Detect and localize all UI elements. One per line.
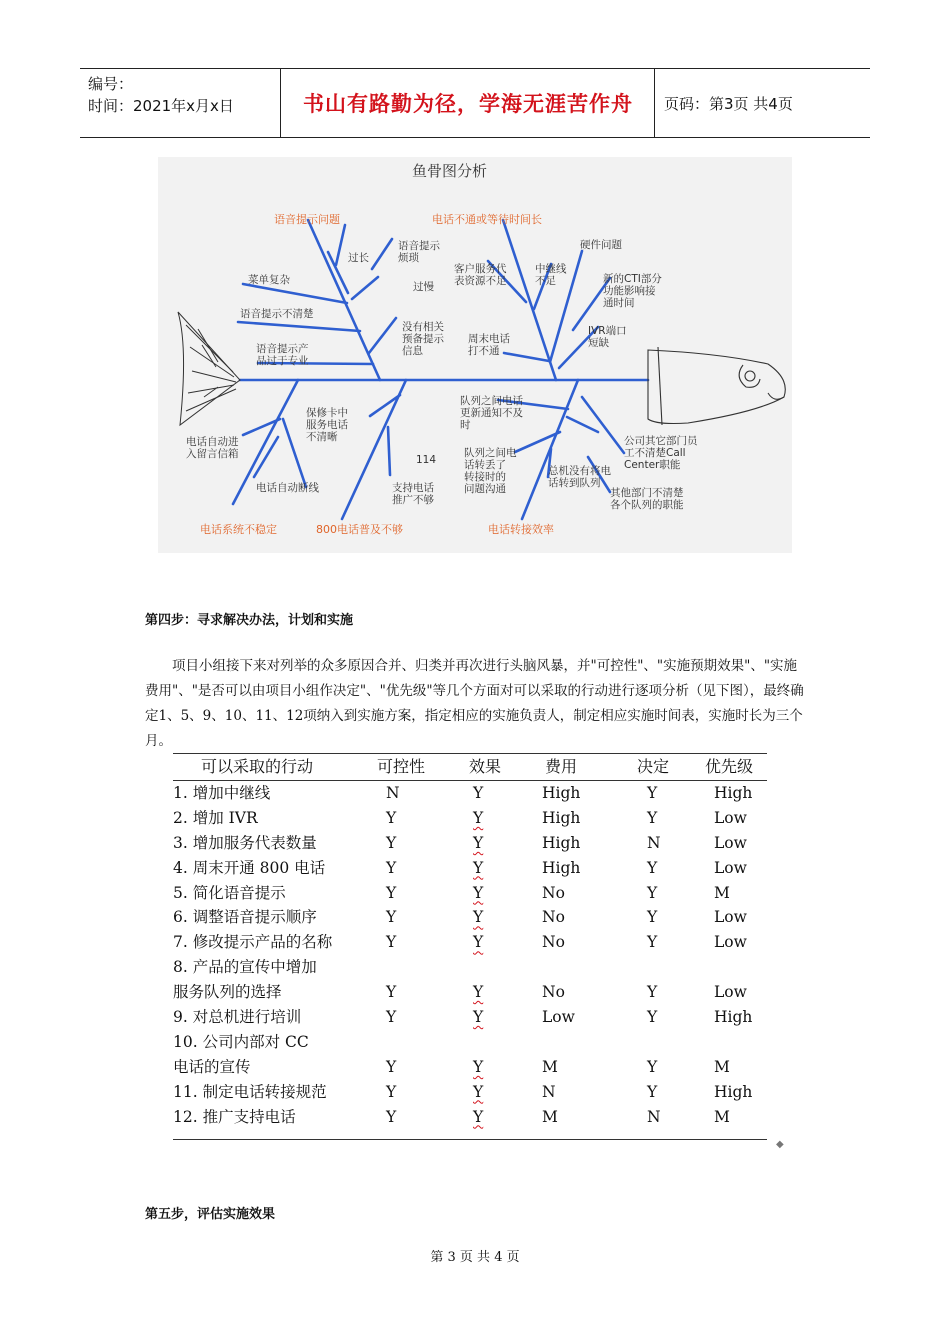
cell-action: 5. 简化语音提示 <box>173 883 286 902</box>
cause-prompt-unclear: 语音提示不清楚 <box>240 308 314 320</box>
cell-cost: M <box>542 1057 558 1076</box>
action-table-bottom-rule <box>173 1139 767 1140</box>
cause-hardware: 硬件问题 <box>580 239 622 251</box>
cell-decide: Y <box>647 808 658 827</box>
cell-prio: High <box>714 1082 753 1101</box>
table-row <box>173 856 767 881</box>
cell-ctrl: Y <box>386 908 397 927</box>
page-header <box>80 68 870 138</box>
cell-action: 11. 制定电话转接规范 <box>173 1082 327 1101</box>
cell-cost: No <box>542 908 565 927</box>
cause-trunk-insufficient: 中继线 不足 <box>535 263 567 287</box>
table-row <box>173 831 767 856</box>
cell-action: 12. 推广支持电话 <box>173 1107 296 1126</box>
header-controllability: 可控性 <box>377 757 426 776</box>
cell-cost: High <box>542 833 581 852</box>
cell-ctrl: Y <box>386 833 397 852</box>
category-line-busy: 电话不通或等待时间长 <box>432 213 542 226</box>
cell-ctrl: Y <box>386 933 397 952</box>
cell-effect: Y <box>473 933 484 952</box>
cell-decide: Y <box>647 883 658 902</box>
cell-prio: Low <box>714 808 747 827</box>
category-800-line: 800电话普及不够 <box>316 523 403 536</box>
cell-decide: N <box>647 833 661 852</box>
cell-effect: Y <box>473 908 484 927</box>
cause-product-professional: 语音提示产 品过于专业 <box>256 343 309 367</box>
cause-queue-update: 队列之间电话 更新通知不及 时 <box>460 395 523 431</box>
action-table-header <box>173 753 767 781</box>
cell-effect: Y <box>473 784 484 802</box>
cause-agents-insufficient: 客户服务代 表资源不足 <box>454 263 507 287</box>
step-4-paragraph: 项目小组接下来对列举的众多原因合并、归类并再次进行头脑风暴，并"可控性"、"实施预期效果"、"实施费用"、"是否可以由项目小组作决定"、"优先级"等几个方面对可以采取的行动进行逐项分析（见下图），最终确定1、5、9、10、11、12项纳入到实施方案，指定相应的实施负责人，制定相应实施时间表，实施时长为三个月。 <box>145 658 804 749</box>
cell-prio: Low <box>714 933 747 952</box>
cell-cost: Low <box>542 1008 575 1027</box>
cause-weekend: 周末电话 打不通 <box>468 333 510 357</box>
step-5-heading: 第五步，评估实施效果 <box>145 1207 276 1222</box>
table-row <box>173 781 767 806</box>
cell-ctrl: Y <box>386 1057 397 1076</box>
paragraph-mark: ◆ <box>776 1139 784 1150</box>
cell-prio: High <box>714 784 753 802</box>
cell-cost: No <box>542 883 565 902</box>
table-row <box>173 1080 767 1105</box>
cause-auto-voicemail: 电话自动进 入留言信箱 <box>186 436 239 460</box>
cell-prio: High <box>714 1008 753 1027</box>
cell-action: 6. 调整语音提示顺序 <box>173 908 317 927</box>
cell-prio: M <box>714 1107 730 1126</box>
category-system-unstable: 电话系统不稳定 <box>200 523 277 536</box>
cell-action: 10. 公司内部对 CC <box>173 1032 309 1051</box>
cause-other-queues: 其他部门不清楚 各个队列的职能 <box>610 487 684 511</box>
cause-114: 114 <box>416 454 437 466</box>
cell-effect: Y <box>473 1082 484 1101</box>
cell-prio: Low <box>714 983 747 1002</box>
category-voice-prompt: 语音提示问题 <box>274 213 340 226</box>
cell-action: 服务队列的选择 <box>173 983 282 1002</box>
cell-action: 1. 增加中继线 <box>173 784 271 802</box>
cell-decide: Y <box>647 1008 658 1027</box>
cell-effect: Y <box>473 858 484 877</box>
header-cost: 费用 <box>545 757 578 776</box>
fishbone-title: 鱼骨图分析 <box>412 162 488 180</box>
table-row <box>173 1005 767 1030</box>
cell-decide: Y <box>647 1057 658 1076</box>
table-row <box>173 1030 767 1055</box>
category-transfer: 电话转接效率 <box>488 523 554 536</box>
action-table <box>173 753 767 1129</box>
cell-prio: M <box>714 883 730 902</box>
cell-cost: High <box>542 858 581 877</box>
cell-decide: Y <box>647 784 658 802</box>
header-divider <box>654 69 655 137</box>
cause-too-long: 过长 <box>348 252 369 264</box>
cell-cost: No <box>542 933 565 952</box>
cause-queue-transfer: 队列之间电 话转丢了 转接时的 问题沟通 <box>464 447 517 495</box>
cell-effect: Y <box>473 1057 484 1076</box>
cell-prio: Low <box>714 858 747 877</box>
cell-ctrl: Y <box>386 1008 397 1027</box>
cell-effect: Y <box>473 808 484 827</box>
cause-support-promo: 支持电话 推广不够 <box>392 482 434 506</box>
cell-prio: Low <box>714 908 747 927</box>
cell-decide: Y <box>647 983 658 1002</box>
table-row <box>173 881 767 906</box>
cell-cost: N <box>542 1082 556 1101</box>
cell-ctrl: Y <box>386 858 397 877</box>
header-action: 可以采取的行动 <box>201 757 314 776</box>
cell-ctrl: Y <box>386 1107 397 1126</box>
cause-ivr-port: IVR端口 短缺 <box>588 325 627 349</box>
cell-prio: Low <box>714 833 747 852</box>
cause-cti: 新的CTI部分 功能影响接 通时间 <box>603 273 662 309</box>
cause-warranty-card: 保修卡中 服务电话 不清晰 <box>306 407 348 443</box>
cell-ctrl: Y <box>386 808 397 827</box>
header-number-label: 编号： <box>88 75 134 93</box>
cell-decide: Y <box>647 858 658 877</box>
header-priority: 优先级 <box>705 757 754 776</box>
cell-decide: Y <box>647 1082 658 1101</box>
cell-effect: Y <box>473 983 484 1002</box>
page-footer: 第 3 页 共 4 页 <box>430 1250 520 1265</box>
header-effect: 效果 <box>469 757 502 776</box>
cell-prio: M <box>714 1057 730 1076</box>
cell-action: 电话的宣传 <box>173 1057 251 1076</box>
cell-cost: M <box>542 1107 558 1126</box>
header-meta <box>88 73 278 117</box>
action-table-body <box>173 781 767 1129</box>
table-row <box>173 1055 767 1080</box>
cell-effect: Y <box>473 1107 484 1126</box>
cause-no-backup: 没有相关 预备提示 信息 <box>402 321 444 357</box>
cell-effect: Y <box>473 833 484 852</box>
cause-too-slow: 过慢 <box>413 281 434 293</box>
cell-action: 8. 产品的宣传中增加 <box>173 958 317 977</box>
cell-action: 2. 增加 IVR <box>173 808 258 827</box>
table-row <box>173 905 767 930</box>
cell-cost: High <box>542 808 581 827</box>
cell-action: 4. 周末开通 800 电话 <box>173 858 326 877</box>
cell-effect: Y <box>473 1008 484 1027</box>
table-row <box>173 806 767 831</box>
cell-ctrl: Y <box>386 983 397 1002</box>
cell-effect: Y <box>473 883 484 902</box>
cause-prompt-tedious: 语音提示 烦琐 <box>398 240 440 264</box>
cell-action: 9. 对总机进行培训 <box>173 1008 302 1027</box>
step-4-heading: 第四步：寻求解决办法，计划和实施 <box>145 613 354 628</box>
cell-cost: No <box>542 983 565 1002</box>
header-decision: 决定 <box>637 757 670 776</box>
table-row <box>173 930 767 955</box>
cell-decide: N <box>647 1107 661 1126</box>
cell-action: 3. 增加服务代表数量 <box>173 833 317 852</box>
cause-operator-transfer: 总机没有将电 话转到队列 <box>548 465 611 489</box>
header-motto: 书山有路勤为径，学海无涯苦作舟 <box>303 92 633 116</box>
table-row <box>173 955 767 980</box>
header-page-label: 页码：第3页 共4页 <box>664 94 793 113</box>
cell-decide: Y <box>647 933 658 952</box>
cell-ctrl: Y <box>386 883 397 902</box>
cause-menu-complex: 菜单复杂 <box>248 274 290 286</box>
cell-decide: Y <box>647 908 658 927</box>
header-divider <box>280 69 281 137</box>
table-row <box>173 980 767 1005</box>
header-time-label: 时间：2021年x月x日 <box>88 97 234 115</box>
cell-ctrl: N <box>386 784 400 802</box>
cell-cost: High <box>542 784 581 802</box>
table-row <box>173 1105 767 1130</box>
cause-other-depts: 公司其它部门员 工不清楚Call Center职能 <box>624 435 698 471</box>
cause-auto-disconnect: 电话自动断线 <box>256 482 319 494</box>
cell-action: 7. 修改提示产品的名称 <box>173 933 333 952</box>
cell-ctrl: Y <box>386 1082 397 1101</box>
fishbone-diagram <box>158 157 792 553</box>
